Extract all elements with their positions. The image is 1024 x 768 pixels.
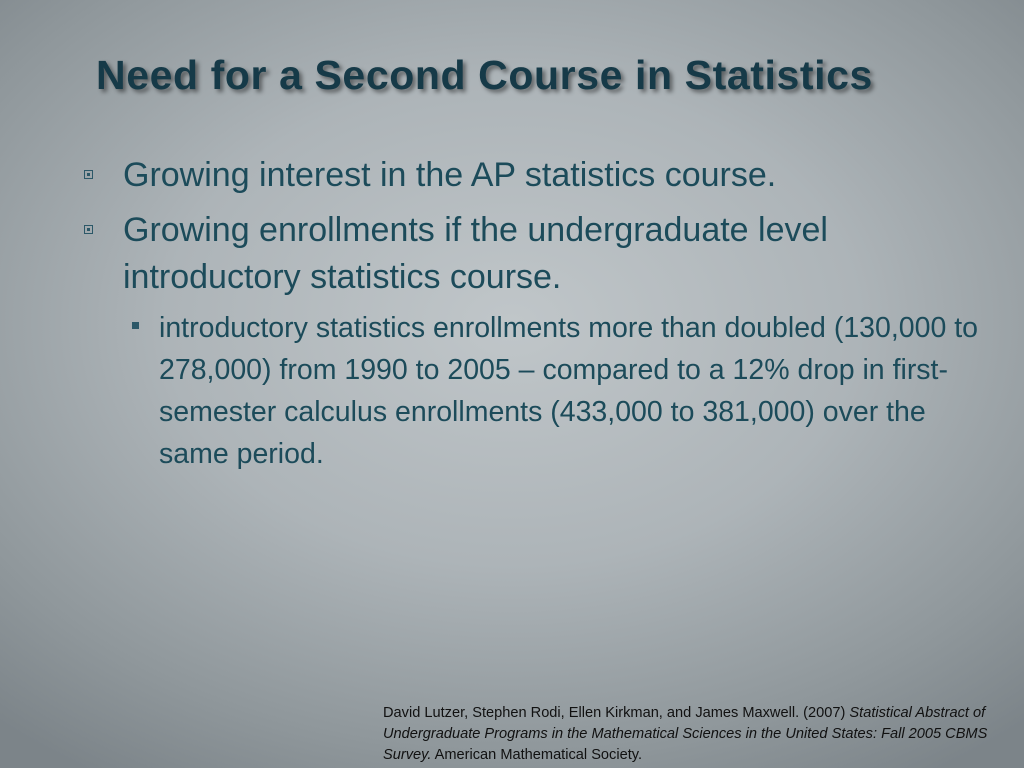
citation-work-title: Statistical Abstract of Undergraduate Programs in the Mathematical Sciences in the United States: Fall 2005 CBMS Survey. — [383, 705, 988, 763]
bullet-item — [84, 152, 984, 199]
bullet-text: Growing enrollments if the undergraduate level introductory statistics course. — [123, 211, 828, 296]
square-bullet-icon — [132, 322, 139, 329]
bullet-list — [84, 152, 984, 483]
box-bullet-icon — [84, 225, 93, 234]
citation — [383, 703, 1013, 766]
sub-bullet-text: introductory statistics enrollments more than doubled (130,000 to 278,000) from 1990 to 2005 – compared to a 12% drop in first-semester calculus enrollments (433,000 to 381,000) over the same period. — [159, 312, 979, 470]
box-bullet-icon — [84, 170, 93, 179]
citation-authors: David Lutzer, Stephen Rodi, Ellen Kirkman, and James Maxwell. (2007) — [383, 705, 850, 721]
citation-publisher: American Mathematical Society. — [431, 747, 643, 763]
bullet-text: Growing interest in the AP statistics course. — [123, 156, 777, 194]
slide-title: Need for a Second Course in Statistics — [96, 52, 873, 98]
sub-bullet-list — [123, 307, 979, 475]
sub-bullet-item — [159, 307, 979, 475]
bullet-item — [84, 207, 984, 475]
